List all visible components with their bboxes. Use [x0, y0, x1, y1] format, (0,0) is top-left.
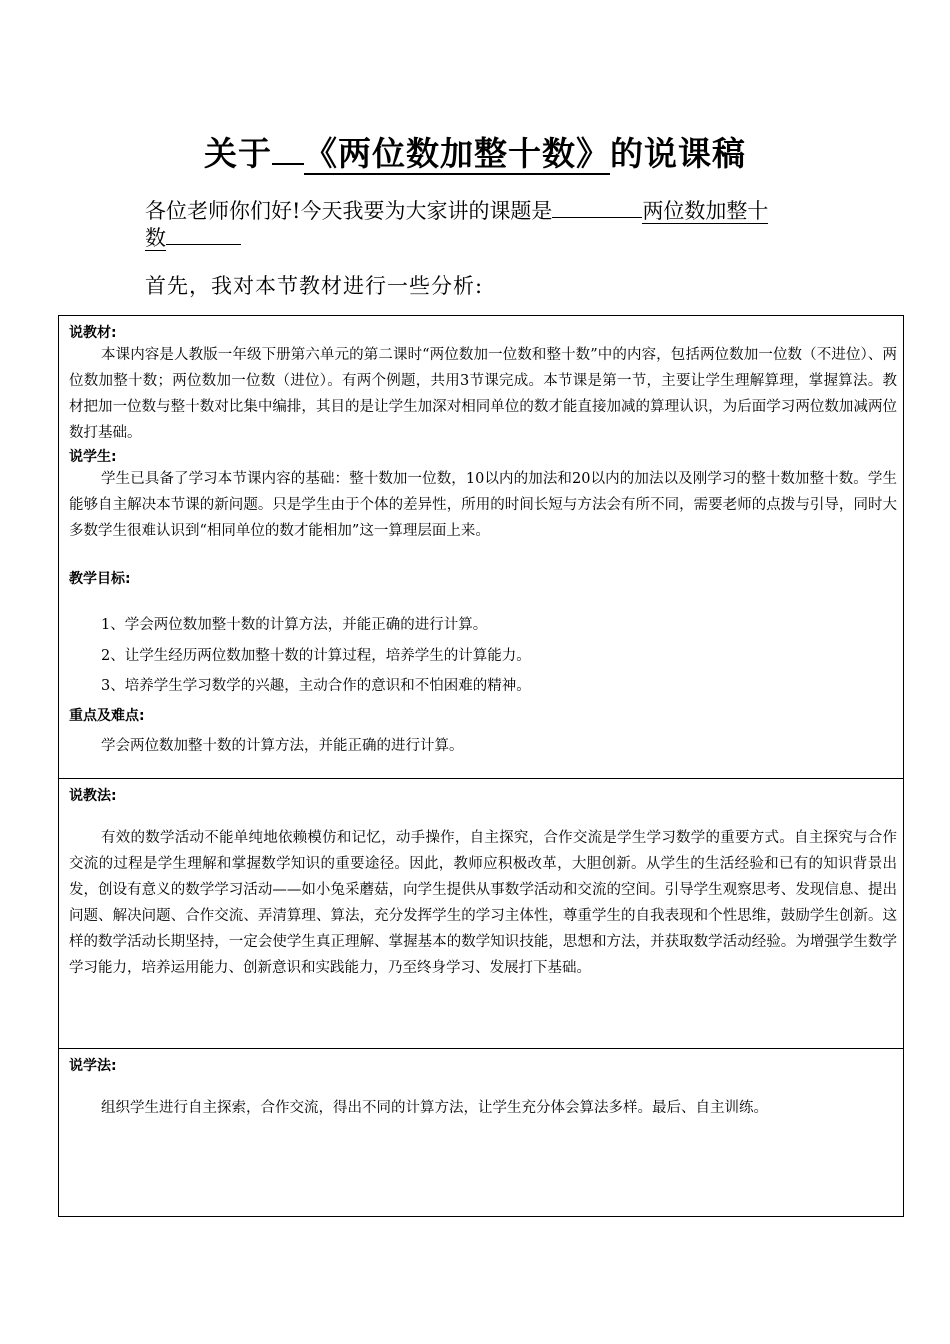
intro-paragraph: [145, 197, 810, 251]
section-heading: 说学法:: [69, 1058, 117, 1074]
document-title: [0, 128, 950, 175]
intro-greeting: 各位老师你们好!今天我要为大家讲的课题是: [145, 199, 553, 223]
intro-topic-part2: 数: [145, 226, 166, 250]
section-heading: 说学生:: [69, 449, 117, 465]
title-topic: 《两位数加整十数》: [304, 134, 610, 173]
section-heading: 教学目标:: [69, 571, 131, 587]
title-underline-gap: [272, 133, 304, 165]
section-heading: 说教法:: [69, 788, 117, 804]
key-points-text: 学会两位数加整十数的计算方法，并能正确的进行计算。: [101, 738, 464, 754]
section-text: 有效的数学活动不能单纯地依赖模仿和记忆，动手操作，自主探究，合作交流是学生学习数学的重要方式。自主探究与合作交流的过程是学生理解和掌握数学知识的重要途径。因此，教师应积极改革，大胆创新。从学生的生活经验和已有的知识背景出发，创设有意义的数学学习活动——如小兔采蘑菇，向学生提供从事数学活动和交流的空间。引导学生观察思考、发现信息、提出问题、解决问题、合作交流、弄清算理、算法，充分发挥学生的学习主体性，尊重学生的自我表现和个性思维，鼓励学生创新。这样的数学活动长期坚持，一定会使学生真正理解、掌握基本的数学知识技能，思想和方法，并获取数学活动经验。为增强学生数学学习能力，培养运用能力、创新意识和实践能力，乃至终身学习、发展打下基础。: [69, 830, 897, 976]
title-suffix: 的说课稿: [610, 134, 746, 173]
title-prefix: 关于: [204, 134, 272, 173]
section-text: 学生已具备了学习本节课内容的基础：整十数加一位数，10以内的加法和20以内的加法以及刚学习的整十数加整十数。学生能够自主解决本节课的新问题。只是学生由于个体的差异性，所用的时间长短与方法会有所不同，需要老师的点拨与引导，同时大多数学生很难认识到“相同单位的数才能相加”这一算理层面上来。: [69, 471, 897, 539]
table-cell-material: [59, 316, 903, 778]
section-text: 组织学生进行自主探索，合作交流，得出不同的计算方法，让学生充分体会算法多样。最后、自主训练。: [101, 1100, 768, 1116]
lesson-table: [58, 315, 904, 1217]
goal-item: 3、培养学生学习数学的兴趣，主动合作的意识和不怕困难的精神。: [101, 678, 531, 694]
intro-topic-part1: 两位数加整十: [642, 199, 769, 223]
analysis-intro: 首先，我对本节教材进行一些分析:: [145, 274, 484, 298]
section-heading: 重点及难点:: [69, 708, 145, 724]
blank-underline: [552, 197, 642, 218]
section-heading: 说教材:: [69, 325, 117, 341]
goal-item: 1、学会两位数加整十数的计算方法，并能正确的进行计算。: [101, 617, 488, 633]
goal-item: 2、让学生经历两位数加整十数的计算过程，培养学生的计算能力。: [101, 648, 531, 664]
blank-underline: [166, 224, 241, 245]
table-cell-learning-method: [59, 1048, 903, 1219]
section-text: 本课内容是人教版一年级下册第六单元的第二课时“两位数加一位数和整十数”中的内容，包括两位数加一位数（不进位）、两位数加整十数；两位数加一位数（进位）。有两个例题，共用3节课完成。本节课是第一节，主要让学生理解算理，掌握算法。教材把加一位数与整十数对比集中编排，其目的是让学生加深对相同单位的数才能直接加减的算理认识，为后面学习两位数加减两位数打基础。: [69, 347, 897, 441]
table-cell-teaching-method: [59, 778, 903, 1049]
